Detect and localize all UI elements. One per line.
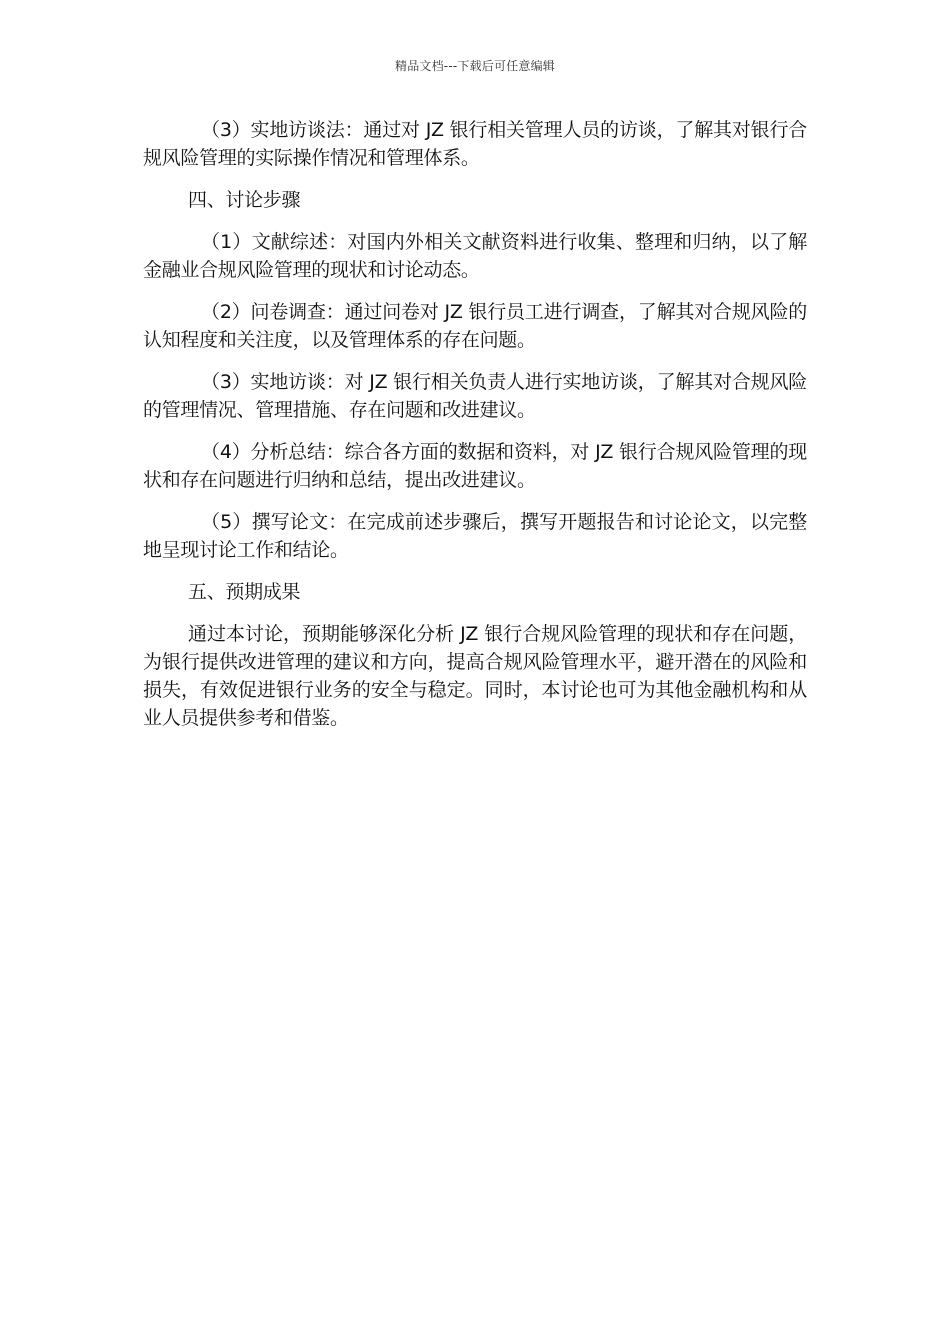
paragraph-method-interview: （3）实地访谈法：通过对 JZ 银行相关管理人员的访谈，了解其对银行合规风险管理的实际操作情况和管理体系。	[143, 119, 807, 169]
document-body	[143, 116, 807, 746]
paragraph-step-writing: （5）撰写论文：在完成前述步骤后，撰写开题报告和讨论论文，以完整地呈现讨论工作和结论。	[143, 511, 807, 561]
paragraph-step-literature: （1）文献综述：对国内外相关文献资料进行收集、整理和归纳，以了解金融业合规风险管理的现状和讨论动态。	[143, 231, 807, 281]
paragraph-outcomes: 通过本讨论，预期能够深化分析 JZ 银行合规风险管理的现状和存在问题，为银行提供改进管理的建议和方向，提高合规风险管理水平，避开潜在的风险和损失，有效促进银行业务的安全与稳定。同时，本讨论也可为其他金融机构和从业人员提供参考和借鉴。	[143, 623, 807, 729]
paragraph-step-analysis: （4）分析总结：综合各方面的数据和资料，对 JZ 银行合规风险管理的现状和存在问题进行归纳和总结，提出改进建议。	[143, 441, 807, 491]
page-header: 精品文档---下载后可任意编辑	[395, 59, 555, 73]
paragraph-step-interview: （3）实地访谈：对 JZ 银行相关负责人进行实地访谈，了解其对合规风险的管理情况、管理措施、存在问题和改进建议。	[143, 371, 807, 421]
section-heading-outcomes: 五、预期成果	[188, 581, 301, 603]
section-heading-steps: 四、讨论步骤	[188, 189, 301, 211]
paragraph-step-survey: （2）问卷调查：通过问卷对 JZ 银行员工进行调查，了解其对合规风险的认知程度和关注度，以及管理体系的存在问题。	[143, 301, 807, 351]
